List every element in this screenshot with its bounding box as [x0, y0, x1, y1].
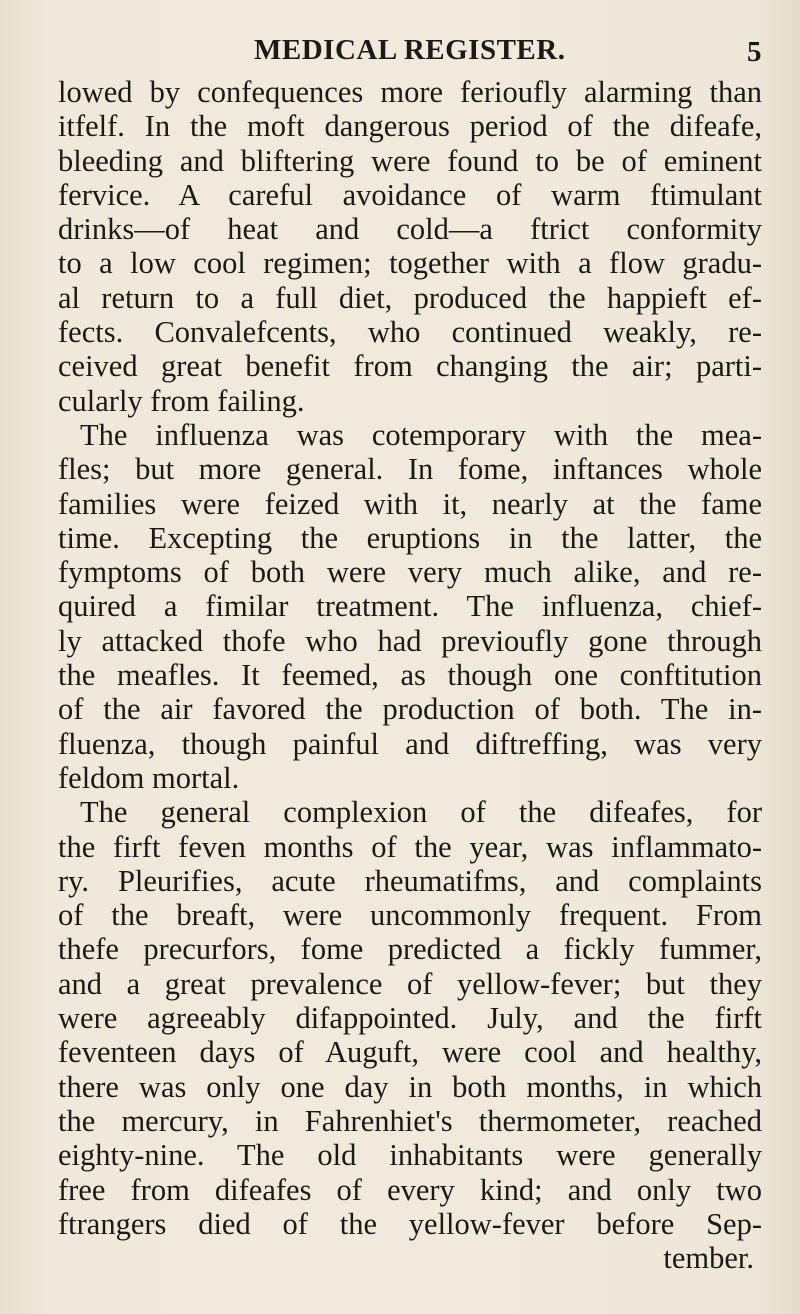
text-line: ry. Pleurifies, acute rheumatifms, and complaints [58, 863, 762, 898]
text-line: families were feized with it, nearly at the fame [58, 486, 762, 521]
text-line: feldom mortal. [58, 760, 240, 795]
text-line: thefe precurfors, fome predicted a fickly fummer, [58, 932, 762, 967]
text-line: drinks—of heat and cold—a ftrict conformity [58, 212, 762, 247]
text-line: fects. Convalefcents, who continued weakly, re- [58, 315, 762, 350]
text-line: and a great prevalence of yellow-fever; but they [58, 966, 762, 1001]
text-line: there was only one day in both months, in which [58, 1069, 762, 1104]
text-line: bleeding and bliftering were found to be of eminent [58, 143, 762, 178]
page-number: 5 [747, 36, 762, 68]
text-line: of the breaft, were uncommonly frequent. From [58, 898, 762, 933]
text-line: ly attacked thofe who had previoufly gone through [58, 623, 762, 658]
text-line: cularly from failing. [58, 383, 305, 418]
running-title: MEDICAL REGISTER. [254, 34, 566, 66]
text-line: al return to a full diet, produced the happieft ef- [58, 280, 762, 315]
text-line: were agreeably difappointed. July, and the firft [58, 1001, 762, 1036]
text-line: fymptoms of both were very much alike, and re- [58, 555, 762, 590]
text-line: the meafles. It feemed, as though one conftitution [58, 658, 762, 693]
paragraph-start-line: The influenza was cotemporary with the mea- [80, 417, 762, 452]
text-line: ftrangers died of the yellow-fever before Sep- [58, 1206, 762, 1241]
text-line: of the air favored the production of both. The in- [58, 692, 762, 727]
text-line: feventeen days of Auguft, were cool and healthy, [58, 1035, 762, 1070]
text-line: tember. [663, 1241, 754, 1276]
text-line: fluenza, though painful and diftreffing, was very [58, 726, 762, 761]
text-line: fles; but more general. In fome, inftances whole [58, 452, 762, 487]
text-line: ceived great benefit from changing the air; parti- [58, 349, 762, 384]
text-line: time. Excepting the eruptions in the latter, the [58, 520, 762, 555]
text-line: the mercury, in Fahrenhiet's thermometer, reached [58, 1103, 762, 1138]
text-line: the firft feven months of the year, was inflammato- [58, 829, 762, 864]
text-line: eighty-nine. The old inhabitants were generally [58, 1138, 762, 1173]
text-line: to a low cool regimen; together with a flow gradu- [58, 246, 762, 281]
text-line: fervice. A careful avoidance of warm ftimulant [58, 177, 762, 212]
text-line: itfelf. In the moft dangerous period of the difeafe, [58, 109, 762, 144]
text-line: lowed by confequences more ferioufly alarming than [58, 75, 762, 109]
body-text [58, 75, 762, 1275]
paragraph-start-line: The general complexion of the difeafes, for [80, 795, 762, 830]
text-line: quired a fimilar treatment. The influenza, chief- [58, 589, 762, 624]
page-header [0, 34, 800, 74]
text-line: free from difeafes of every kind; and only two [58, 1172, 762, 1207]
